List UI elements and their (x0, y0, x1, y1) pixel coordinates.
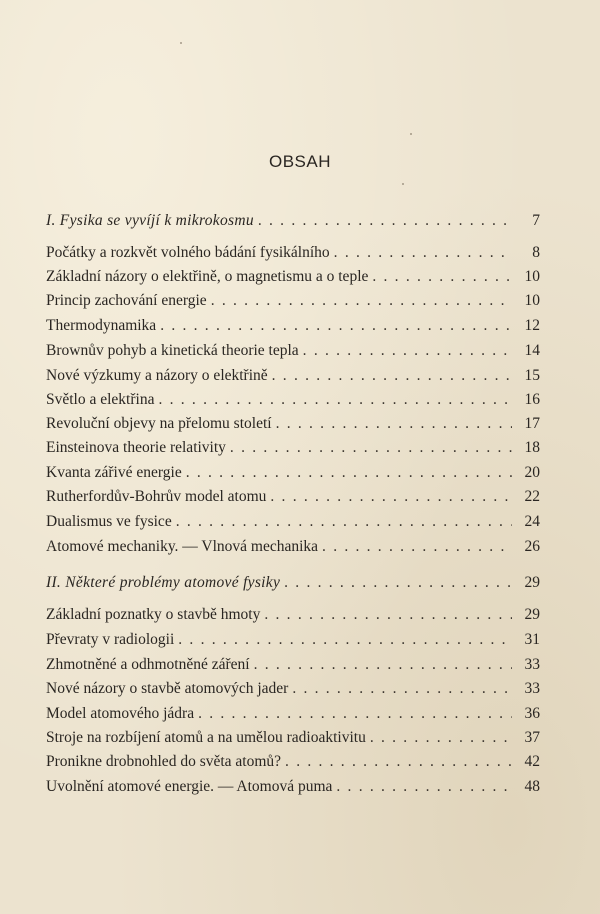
toc-entry-title: Světlo a elektřina (46, 391, 155, 408)
toc-entry[interactable] (46, 655, 540, 675)
dot-leader (285, 752, 512, 772)
toc-page-number: 33 (524, 656, 540, 673)
dot-leader (334, 243, 512, 263)
dot-leader (276, 414, 512, 434)
dot-leader (284, 573, 512, 593)
dot-leader (303, 341, 512, 361)
toc-page-number: 10 (524, 292, 540, 309)
dot-leader (158, 390, 512, 410)
toc-entry-title: Brownův pohyb a kinetická theorie tepla (46, 342, 299, 359)
dot-leader (258, 211, 512, 231)
toc-entry[interactable] (46, 438, 540, 458)
toc-page-number: 12 (524, 317, 540, 334)
toc-page-number: 37 (524, 729, 540, 746)
toc-part-2[interactable] (46, 573, 540, 593)
dot-leader (322, 537, 512, 557)
dot-leader (264, 605, 512, 625)
toc-part-1[interactable] (46, 211, 540, 231)
dot-leader (211, 291, 512, 311)
toc-entry[interactable] (46, 487, 540, 507)
toc-entry[interactable] (46, 463, 540, 483)
dot-leader (272, 366, 512, 386)
toc-page-number: 15 (524, 367, 540, 384)
toc-entry[interactable] (46, 316, 540, 336)
toc-page-number: 48 (524, 778, 540, 795)
toc-entry[interactable] (46, 267, 540, 287)
toc-page-number: 33 (524, 680, 540, 697)
dot-leader (336, 777, 512, 797)
contents-heading: OBSAH (268, 152, 332, 171)
toc-entry-title: Nové výzkumy a názory o elektřině (46, 367, 268, 384)
paper-speck (180, 42, 182, 44)
dot-leader (270, 487, 512, 507)
toc-entry-title: Dualismus ve fysice (46, 513, 172, 530)
toc-page-number: 36 (524, 705, 540, 722)
toc-page-number: 22 (524, 488, 540, 505)
toc-page-number: 24 (524, 513, 540, 530)
dot-leader (254, 655, 512, 675)
toc-entry-title: Nové názory o stavbě atomových jader (46, 680, 289, 697)
toc-entry[interactable] (46, 512, 540, 532)
toc-page-number: 26 (524, 538, 540, 555)
dot-leader (160, 316, 512, 336)
toc-page-number: 42 (524, 753, 540, 770)
toc-entry-title: Základní názory o elektřině, o magnetismu a o teple (46, 268, 369, 285)
toc-page-number: 8 (532, 244, 540, 261)
toc-page-number: 18 (524, 439, 540, 456)
toc-entry-title: Zhmotněné a odhmotněné záření (46, 656, 250, 673)
toc-entry-title: Stroje na rozbíjení atomů a na umělou radioaktivitu (46, 729, 366, 746)
paper-speck (402, 183, 404, 185)
toc-part-title: II. Některé problémy atomové fysiky (46, 574, 281, 591)
toc-page-number: 31 (524, 631, 540, 648)
toc-entry[interactable] (46, 679, 540, 699)
dot-leader (292, 679, 512, 699)
toc-entry[interactable] (46, 291, 540, 311)
dot-leader (176, 512, 512, 532)
toc-entry[interactable] (46, 390, 540, 410)
dot-leader (370, 728, 512, 748)
toc-page-number: 20 (524, 464, 540, 481)
toc-entry[interactable] (46, 414, 540, 434)
toc-entry-title: Revoluční objevy na přelomu století (46, 415, 272, 432)
toc-part-title: I. Fysika se vyvíjí k mikrokosmu (46, 212, 254, 229)
toc-entry-title: Kvanta zářivé energie (46, 464, 182, 481)
dot-leader (230, 438, 512, 458)
toc-page-number: 10 (524, 268, 540, 285)
toc-page-number: 29 (524, 574, 540, 591)
toc-entry-title: Pronikne drobnohled do světa atomů? (46, 753, 282, 770)
toc-entry-title: Thermodynamika (46, 317, 157, 334)
dot-leader (178, 630, 512, 650)
toc-entry-title: Atomové mechaniky. — Vlnová mechanika (46, 538, 319, 555)
paper-speck (410, 133, 412, 135)
toc-entry-title: Převraty v radiologii (46, 631, 175, 648)
dot-leader (198, 704, 512, 724)
toc-entry-title: Základní poznatky o stavbě hmoty (46, 606, 261, 623)
toc-entry[interactable] (46, 341, 540, 361)
toc-entry-title: Počátky a rozkvět volného bádání fysikálního (46, 244, 330, 261)
toc-entry[interactable] (46, 537, 540, 557)
toc-entry-title: Uvolnění atomové energie. — Atomová puma (46, 778, 333, 795)
toc-entry[interactable] (46, 366, 540, 386)
toc-entry[interactable] (46, 243, 540, 263)
toc-entry-title: Rutherfordův-Bohrův model atomu (46, 488, 267, 505)
toc-entry[interactable] (46, 752, 540, 772)
toc-page-number: 29 (524, 606, 540, 623)
toc-page-number: 7 (532, 212, 540, 229)
toc-entry-title: Princip zachování energie (46, 292, 207, 309)
toc-page-number: 16 (524, 391, 540, 408)
toc-entry[interactable] (46, 728, 540, 748)
toc-entry[interactable] (46, 777, 540, 797)
toc-entry[interactable] (46, 605, 540, 625)
toc-entry[interactable] (46, 704, 540, 724)
toc-entry-title: Einsteinova theorie relativity (46, 439, 226, 456)
toc-page-number: 17 (524, 415, 540, 432)
toc-entry[interactable] (46, 630, 540, 650)
toc-page-number: 14 (524, 342, 540, 359)
dot-leader (372, 267, 512, 287)
dot-leader (186, 463, 512, 483)
toc-entry-title: Model atomového jádra (46, 705, 195, 722)
